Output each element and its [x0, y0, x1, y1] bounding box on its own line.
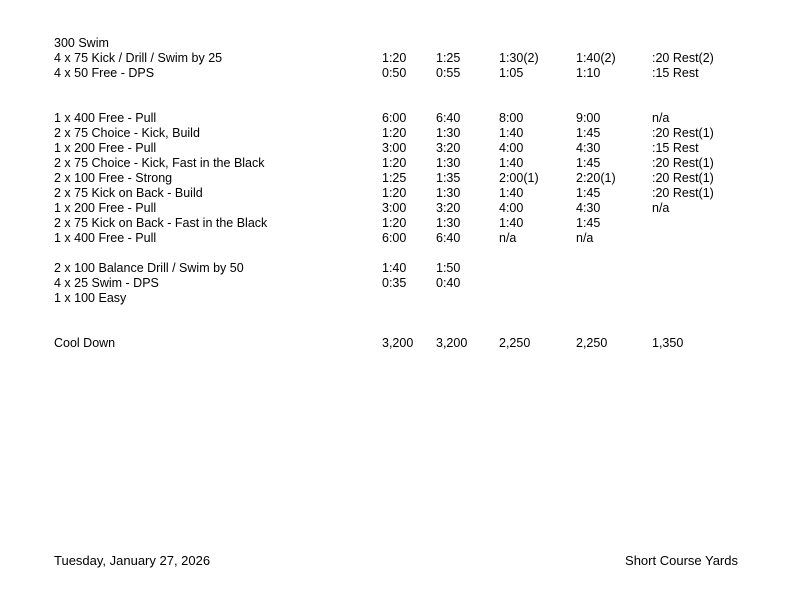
- set-description: 4 x 75 Kick / Drill / Swim by 25: [54, 51, 223, 65]
- set-description: Cool Down: [54, 336, 116, 350]
- interval-1: [382, 291, 436, 306]
- workout-row: [54, 186, 754, 201]
- interval-3: [499, 36, 576, 51]
- workout-row: [54, 216, 754, 231]
- interval-3: 1:30(2): [499, 51, 539, 65]
- totals-row: [54, 336, 754, 351]
- interval-1: 0:50: [382, 66, 407, 80]
- interval-3: 1:40: [499, 216, 524, 230]
- interval-5: :15 Rest: [652, 66, 699, 80]
- set-description: 1 x 200 Free - Pull: [54, 201, 157, 215]
- workout-row: [54, 126, 754, 141]
- interval-2: 6:40: [436, 111, 461, 125]
- set-description: 4 x 50 Free - DPS: [54, 66, 155, 80]
- set-description: 2 x 75 Kick on Back - Build: [54, 186, 203, 200]
- interval-1: 1:20: [382, 51, 407, 65]
- interval-1: 1:20: [382, 156, 407, 170]
- interval-3: 4:00: [499, 201, 524, 215]
- interval-5: [652, 261, 742, 276]
- interval-2: 0:40: [436, 276, 461, 290]
- set-description: 1 x 400 Free - Pull: [54, 111, 157, 125]
- interval-3: 4:00: [499, 141, 524, 155]
- interval-5: [652, 276, 742, 291]
- workout-row: [54, 201, 754, 216]
- workout-row: [54, 66, 754, 81]
- total-4: 2,250: [576, 336, 608, 350]
- interval-1: 1:40: [382, 261, 407, 275]
- spacer: [54, 306, 754, 321]
- set-description: 2 x 75 Kick on Back - Fast in the Black: [54, 216, 268, 230]
- interval-4: 4:30: [576, 201, 601, 215]
- workout-row: [54, 36, 754, 51]
- interval-3: 1:40: [499, 186, 524, 200]
- interval-2: 1:30: [436, 186, 461, 200]
- set-description: 2 x 75 Choice - Kick, Fast in the Black: [54, 156, 265, 170]
- spacer: [54, 246, 754, 261]
- workout-row: [54, 171, 754, 186]
- interval-4: 1:45: [576, 216, 601, 230]
- interval-5: [652, 291, 742, 306]
- interval-4: [576, 36, 652, 51]
- set-description: 2 x 100 Balance Drill / Swim by 50: [54, 261, 244, 275]
- interval-1: 1:20: [382, 126, 407, 140]
- spacer: [54, 321, 754, 336]
- interval-1: 1:20: [382, 216, 407, 230]
- set-description: 2 x 75 Choice - Kick, Build: [54, 126, 200, 140]
- workout-table: [54, 36, 754, 351]
- interval-2: [436, 291, 499, 306]
- interval-2: 0:55: [436, 66, 461, 80]
- interval-4: 4:30: [576, 141, 601, 155]
- interval-4: [576, 261, 652, 276]
- set-description: 4 x 25 Swim - DPS: [54, 276, 159, 290]
- total-1: 3,200: [382, 336, 414, 350]
- interval-5: :15 Rest: [652, 141, 699, 155]
- interval-4: [576, 291, 652, 306]
- interval-2: 1:50: [436, 261, 461, 275]
- interval-5: :20 Rest(1): [652, 186, 714, 200]
- interval-5: [652, 231, 742, 246]
- interval-3: [499, 276, 576, 291]
- set-description: 300 Swim: [54, 36, 109, 50]
- interval-5: :20 Rest(1): [652, 126, 714, 140]
- interval-5: [652, 216, 742, 231]
- interval-1: [382, 36, 436, 51]
- interval-1: 6:00: [382, 231, 407, 245]
- footer-course-type: Short Course Yards: [625, 553, 738, 568]
- interval-2: 1:35: [436, 171, 461, 185]
- interval-4: 1:10: [576, 66, 601, 80]
- interval-4: [576, 276, 652, 291]
- interval-1: 1:20: [382, 186, 407, 200]
- interval-2: 1:30: [436, 216, 461, 230]
- total-3: 2,250: [499, 336, 531, 350]
- interval-3: 8:00: [499, 111, 524, 125]
- workout-row: [54, 141, 754, 156]
- interval-2: 1:30: [436, 156, 461, 170]
- total-2: 3,200: [436, 336, 468, 350]
- interval-2: 1:30: [436, 126, 461, 140]
- set-description: 2 x 100 Free - Strong: [54, 171, 173, 185]
- interval-2: 6:40: [436, 231, 461, 245]
- set-description: 1 x 100 Easy: [54, 291, 127, 305]
- interval-2: [436, 36, 499, 51]
- footer-date: Tuesday, January 27, 2026: [54, 553, 211, 568]
- interval-5: n/a: [652, 111, 670, 125]
- interval-4: 1:40(2): [576, 51, 616, 65]
- interval-3: [499, 261, 576, 276]
- interval-1: 3:00: [382, 141, 407, 155]
- interval-2: 1:25: [436, 51, 461, 65]
- interval-3: 1:40: [499, 126, 524, 140]
- interval-3: 1:40: [499, 156, 524, 170]
- spacer: [54, 81, 754, 96]
- interval-1: 3:00: [382, 201, 407, 215]
- interval-4: n/a: [576, 231, 594, 245]
- total-5: 1,350: [652, 336, 684, 350]
- interval-5: :20 Rest(1): [652, 156, 714, 170]
- interval-2: 3:20: [436, 141, 461, 155]
- interval-1: 6:00: [382, 111, 407, 125]
- interval-3: 1:05: [499, 66, 524, 80]
- workout-row: [54, 291, 754, 306]
- interval-3: [499, 291, 576, 306]
- interval-5: [652, 36, 742, 51]
- interval-4: 2:20(1): [576, 171, 616, 185]
- interval-1: 0:35: [382, 276, 407, 290]
- workout-row: [54, 111, 754, 126]
- workout-row: [54, 276, 754, 291]
- interval-4: 9:00: [576, 111, 601, 125]
- interval-4: 1:45: [576, 186, 601, 200]
- interval-3: n/a: [499, 231, 517, 245]
- interval-4: 1:45: [576, 156, 601, 170]
- workout-row: [54, 51, 754, 66]
- interval-1: 1:25: [382, 171, 407, 185]
- workout-row: [54, 261, 754, 276]
- interval-5: :20 Rest(2): [652, 51, 714, 65]
- interval-5: n/a: [652, 201, 670, 215]
- interval-2: 3:20: [436, 201, 461, 215]
- interval-3: 2:00(1): [499, 171, 539, 185]
- set-description: 1 x 200 Free - Pull: [54, 141, 157, 155]
- set-description: 1 x 400 Free - Pull: [54, 231, 157, 245]
- interval-5: :20 Rest(1): [652, 171, 714, 185]
- workout-row: [54, 156, 754, 171]
- workout-row: [54, 231, 754, 246]
- spacer: [54, 96, 754, 111]
- interval-4: 1:45: [576, 126, 601, 140]
